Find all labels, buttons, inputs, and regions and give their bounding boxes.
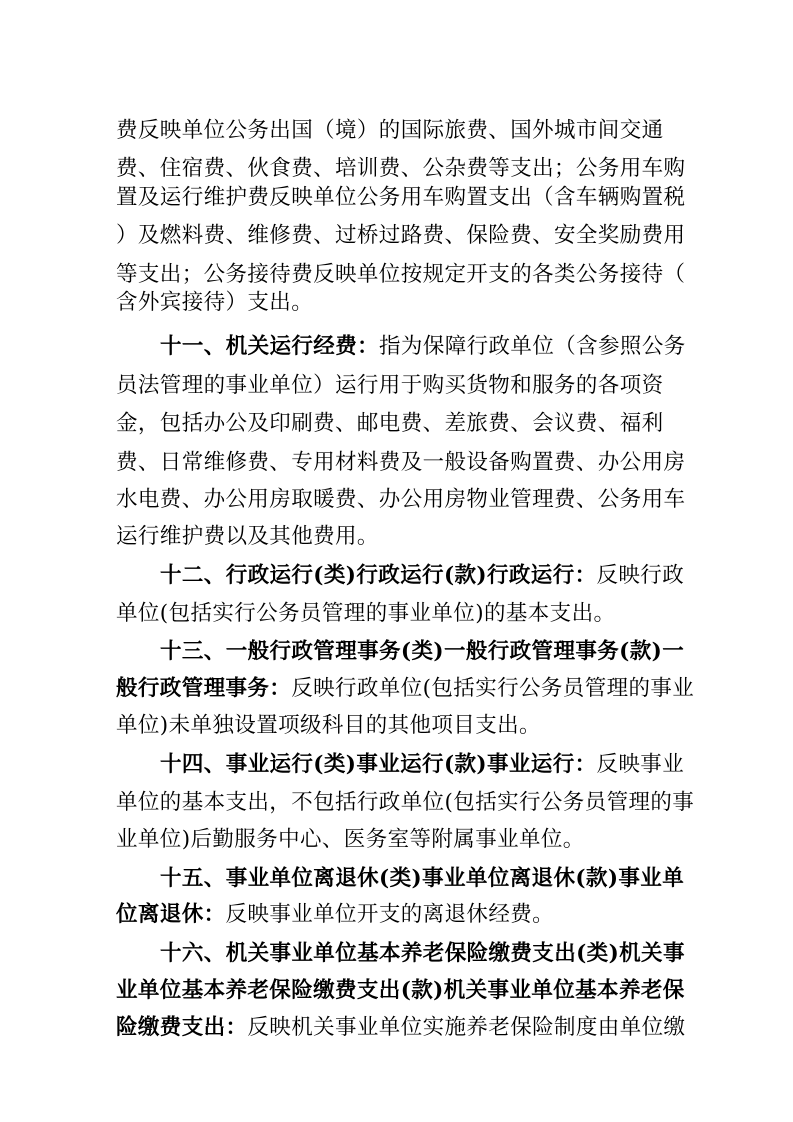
text-span: ）及燃料费、维修费、过桥过路费、保险费、安全奖励费用 <box>116 223 686 248</box>
section-title-15: 十五、事业单位离退休(类)事业单位离退休(款)事业单 <box>160 866 685 891</box>
section-title-13: 十三、一般行政管理事务(类)一般行政管理事务(款)一 <box>160 639 685 664</box>
text-line <box>116 404 664 444</box>
text-span: 反映事业单位开支的离退休经费。 <box>225 902 555 927</box>
text-line <box>116 783 694 823</box>
text-span: 单位的基本支出，不包括行政单位(包括实行公务员管理的事 <box>116 790 695 815</box>
text-line <box>116 971 685 1011</box>
text-line <box>116 111 664 151</box>
text-span: 反映机关事业单位实施养老保险制度由单位缴 <box>247 1015 686 1040</box>
section-title-14: 十四、事业运行(类)事业运行(款)事业运行： <box>160 752 597 777</box>
section-title-16: 十六、机关事业单位基本养老保险缴费支出(类)机关事 <box>160 941 685 966</box>
section-title-16-end: 险缴费支出： <box>116 1015 248 1040</box>
text-line <box>116 517 379 557</box>
text-span: 反映事业 <box>596 752 685 777</box>
text-span: 金，包括办公及印刷费、邮电费、差旅费、会议费、福利 <box>116 411 664 436</box>
text-line <box>116 1008 685 1048</box>
text-span: 含外宾接待）支出。 <box>116 290 314 315</box>
text-span: 业单位)后勤服务中心、医务室等附属事业单位。 <box>116 827 585 852</box>
text-line <box>116 443 685 483</box>
text-line <box>116 895 554 935</box>
section-title-16-cont: 业单位基本养老保险缴费支出(款)机关事业单位基本养老保 <box>116 978 685 1003</box>
text-span: 反映行政 <box>596 563 685 588</box>
text-span: 等支出；公务接待费反映单位按规定开支的各类公务接待（ <box>116 262 686 287</box>
section-heading-13 <box>160 632 684 672</box>
text-span: 单位)未单独设置项级科目的其他项目支出。 <box>116 713 541 738</box>
section-heading-11 <box>160 327 686 367</box>
text-line <box>116 178 685 218</box>
text-line <box>116 669 694 709</box>
section-heading-12 <box>160 556 684 596</box>
text-span: 置及运行维护费反映单位公务用车购置支出（含车辆购置税 <box>116 185 686 210</box>
section-title-13-cont: 般行政管理事务： <box>116 676 292 701</box>
section-heading-15 <box>160 859 684 899</box>
section-heading-16 <box>160 934 685 974</box>
text-span: 费、日常维修费、专用材料费及一般设备购置费、办公用房 <box>116 450 686 475</box>
section-title-11: 十一、机关运行经费： <box>160 334 380 359</box>
text-line <box>116 216 685 256</box>
section-title-12: 十二、行政运行(类)行政运行(款)行政运行： <box>160 563 597 588</box>
text-span: 指为保障行政单位（含参照公务 <box>379 334 686 359</box>
section-heading-14 <box>160 745 684 785</box>
text-line <box>116 820 585 860</box>
text-line <box>116 283 313 323</box>
section-title-15-cont: 位离退休： <box>116 902 226 927</box>
text-line <box>116 594 615 634</box>
text-span: 运行维护费以及其他费用。 <box>116 524 379 549</box>
text-line <box>116 706 541 746</box>
text-span: 费、住宿费、伙食费、培训费、公杂费等支出；公务用车购 <box>116 156 686 181</box>
text-line <box>116 480 685 520</box>
text-line <box>116 366 664 406</box>
text-span: 水电费、办公用房取暖费、办公用房物业管理费、公务用车 <box>116 487 686 512</box>
text-span: 员法管理的事业单位）运行用于购买货物和服务的各项资 <box>116 373 664 398</box>
text-span: 反映行政单位(包括实行公务员管理的事业 <box>291 676 695 701</box>
text-span: 单位(包括实行公务员管理的事业单位)的基本支出。 <box>116 601 616 626</box>
text-span: 费反映单位公务出国（境）的国际旅费、国外城市间交通 <box>116 118 664 143</box>
